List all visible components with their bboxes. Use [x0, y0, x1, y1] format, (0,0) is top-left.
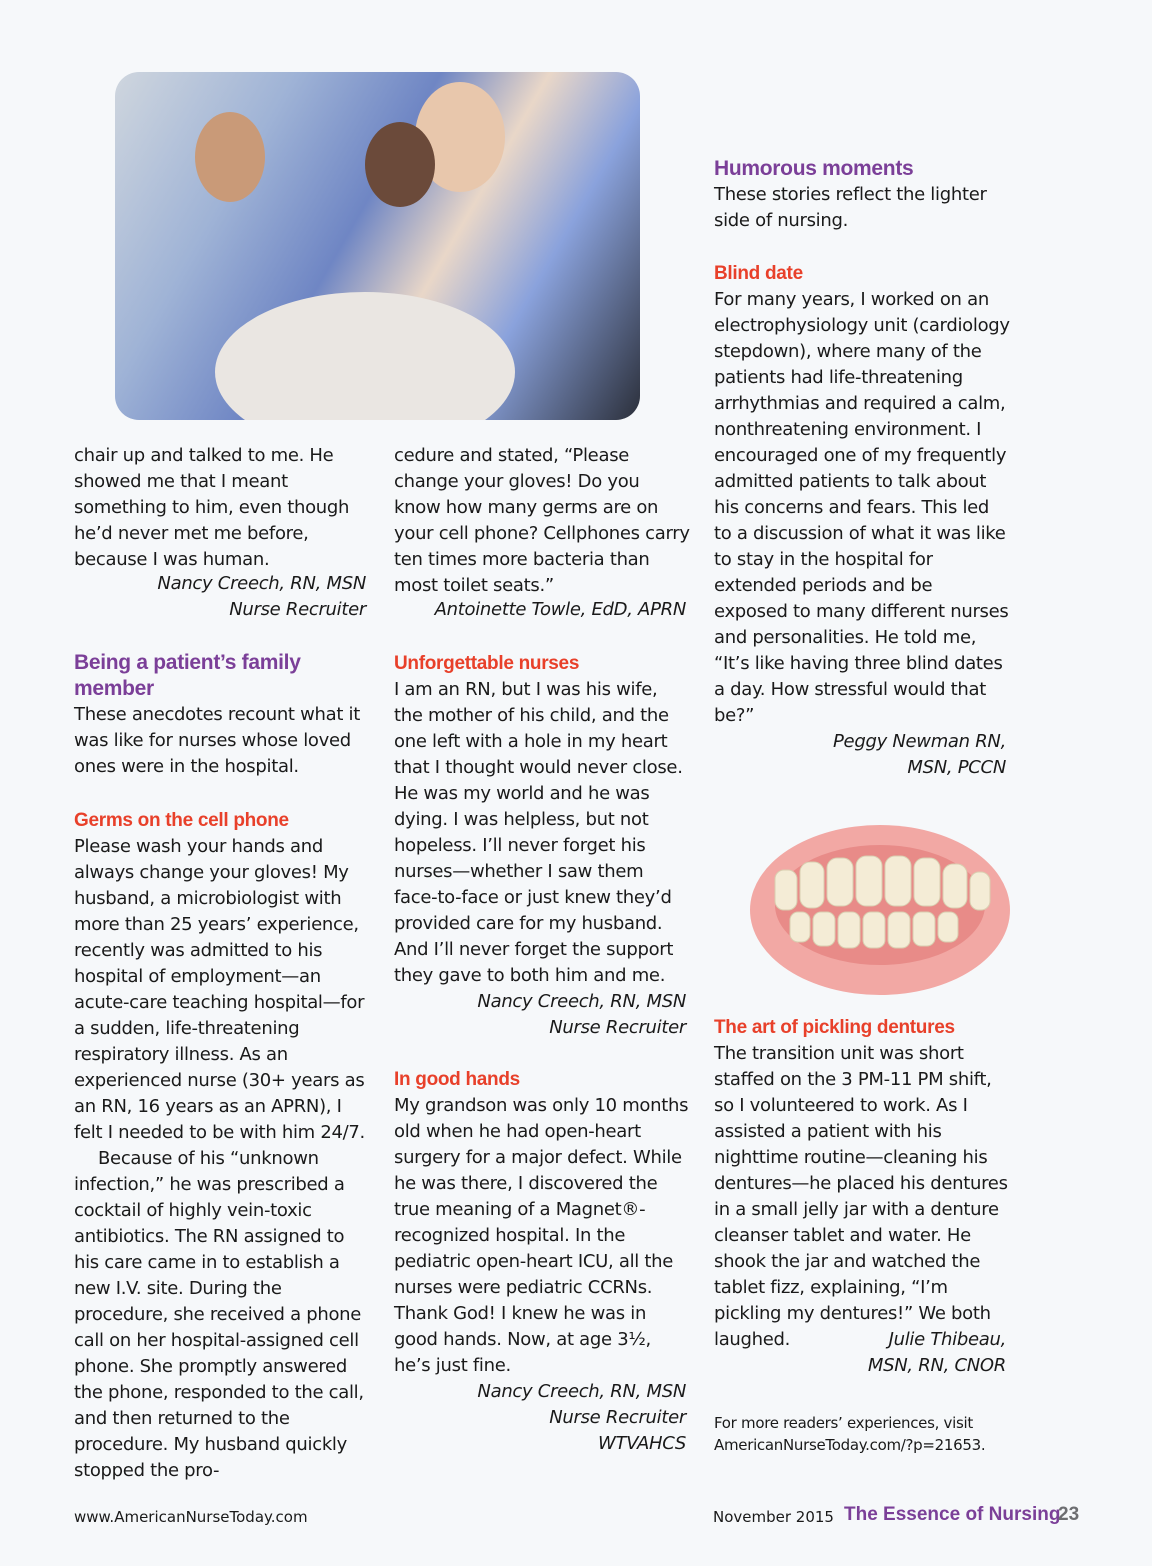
- story-title: The art of pickling dentures: [714, 1017, 955, 1038]
- hospital-team-photo: [115, 72, 640, 420]
- section-title: Humorous moments: [714, 157, 914, 180]
- footer-website: www.AmericanNurseToday.com: [74, 1508, 308, 1526]
- story-title: Blind date: [714, 263, 803, 284]
- dentures-image: [745, 800, 1015, 1000]
- story-body: For many years, I worked on an electrophysiology unit (cardiology stepdown), where many of the patients had life-threatening arrhythmias and required a calm, nonthreatening environment. I encouraged one of my frequently admitted patients to talk about his concerns and fears. This led to a discussion of what it was like to stay in the hospital for extended periods and be exposed to many different nurses and personalities. He told me, “It’s like having three blind dates a day. How stressful would that be?”: [714, 289, 1010, 726]
- story-continuation: chair up and talked to me. He showed me that I meant something to him, even though he’d never met me before, because I was human.: [74, 445, 350, 570]
- signature: Julie Thibeau, MSN, RN, CNOR: [867, 1329, 1006, 1376]
- section-title: Being a patient’s family member: [74, 651, 301, 700]
- signature: Nancy Creech, RN, MSN Nurse Recruiter: [477, 991, 686, 1038]
- story-body: The transition unit was short staffed on the 3 PM-11 PM shift, so I volunteered to work. As I assisted a patient with his nighttime routine—cleaning his dentures—he placed his dentures in a small jelly jar with a denture cleanser tablet and water. He shook the jar and watched the tablet fizz, explaining, “I’m pickling my dentures!” We both laughed.: [714, 1043, 1008, 1350]
- page-number: 23: [1058, 1504, 1080, 1525]
- signature: Antoinette Towle, EdD, APRN: [434, 599, 686, 620]
- footer-section-title: The Essence of Nursing: [844, 1504, 1061, 1525]
- story-title: Germs on the cell phone: [74, 810, 289, 831]
- signature: Peggy Newman RN, MSN, PCCN: [832, 731, 1006, 778]
- section-intro: These anecdotes recount what it was like for nurses whose loved ones were in the hospital.: [74, 704, 361, 777]
- story-body: I am an RN, but I was his wife, the mother of his child, and the one left with a hole in my heart that I thought would never close. He was my world and he was dying. I was helpless, but not hopeless. I’ll never forget his nurses—whether I saw them face-to-face or just knew they’d provided care for my husband. And I’ll never forget the support they gave to both him and me.: [394, 679, 683, 986]
- story-title: In good hands: [394, 1069, 520, 1090]
- signature: Nancy Creech, RN, MSN Nurse Recruiter WTVAHCS: [477, 1381, 686, 1454]
- signature: Nancy Creech, RN, MSN Nurse Recruiter: [157, 573, 366, 620]
- section-intro: These stories reflect the lighter side of nursing.: [714, 184, 987, 231]
- story-body: Please wash your hands and always change your gloves! My husband, a microbiologist with more than 25 years’ experience, recently was admitted to his hospital of employment—an acute-care teaching hospital—for a sudden, life-threatening respiratory illness. As an experienced nurse (30+ years as an RN, 16 years as an APRN), I felt I needed to be with him 24/7. Because of his “unknown infection,” he was prescribed a cocktail of highly vein-toxic antibiotics. The RN assigned to his care came in to establish a new I.V. site. During the procedure, she received a phone call on her hospital-assigned cell phone. She promptly answered the phone, responded to the call, and then returned to the procedure. My husband quickly stopped the pro-: [74, 836, 365, 1481]
- footnote: For more readers’ experiences, visit AmericanNurseToday.com/?p=21653.: [714, 1414, 986, 1454]
- footer-date: November 2015: [713, 1508, 834, 1526]
- story-title: Unforgettable nurses: [394, 653, 580, 674]
- story-body: My grandson was only 10 months old when he had open-heart surgery for a major defect. While he was there, I discovered the true meaning of a Magnet®-recognized hospital. In the pediatric open-heart ICU, all the nurses were pediatric CCRNs. Thank God! I knew he was in good hands. Now, at age 3½, he’s just fine.: [394, 1095, 689, 1376]
- story-continuation: cedure and stated, “Please change your gloves! Do you know how many germs are on your cell phone? Cellphones carry ten times more bacteria than most toilet seats.”: [394, 445, 690, 596]
